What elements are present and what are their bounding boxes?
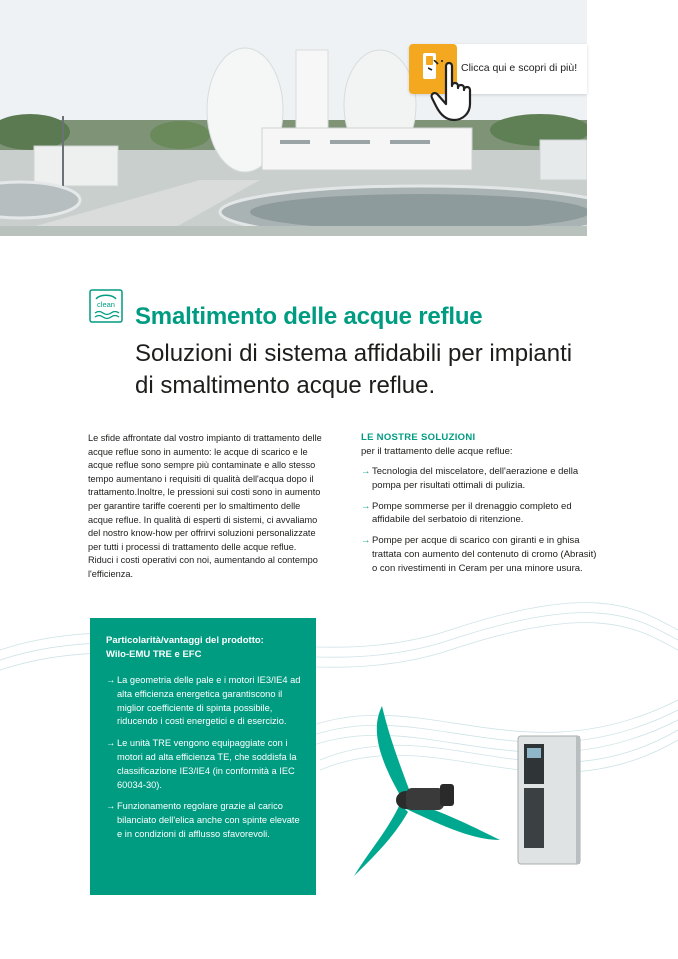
- list-item: → Le unità TRE vengono equipaggiate con i motori ad alta efficienza TE, che soddisfa la classificazione IE3/IE4 (in conformità a IEC 60034-30).: [106, 738, 297, 790]
- mixer-propeller-image: [354, 706, 500, 876]
- frequency-converter-image: [518, 736, 580, 864]
- list-item: → La geometria delle pale e i motori IE3/IE4 ad alta efficienza energetica garantiscono il miglior coefficiente di spinta possibile, riducendo i costi energetici e di esercizio.: [106, 675, 301, 727]
- product-advantages-list: [106, 674, 306, 850]
- product-advantages-box: [90, 618, 316, 895]
- product-box-title: Particolarità/vantaggi del prodotto: Wilo-EMU TRE e EFC: [106, 635, 264, 660]
- arrow-icon: →: [361, 535, 371, 547]
- list-item: → Funzionamento regolare grazie al carico bilanciato dell'elica anche con spinte elevate e in condizioni di afflusso sfavorevoli.: [106, 801, 300, 839]
- arrow-icon: →: [361, 500, 371, 512]
- solutions-heading: LE NOSTRE SOLUZIONI: [361, 432, 476, 443]
- wastewater-plant-illustration: [0, 0, 587, 236]
- solutions-subheading: per il trattamento delle acque reflue:: [361, 446, 513, 457]
- svg-text:clean: clean: [97, 300, 115, 309]
- list-item: → Pompe per acque di scarico con giranti e in ghisa trattata con aumento del contenuto di cromo (Abrasit) o con rivestimenti in Ceram per una minore usura.: [361, 535, 597, 574]
- product-illustration: [340, 700, 590, 880]
- intro-paragraph: Le sfide affrontate dal vostro impianto di trattamento delle acque reflue sono in aumento: le acque di scarico e le acque reflue sono sempre più contaminate e allo stesso tempo aumentano i requisiti di qualità dell'acqua dopo il trattamento.Inoltre, le pressioni sui costi sono in aumento per garantire tariffe coerenti per lo smaltimento delle acque reflue. In qualità di esperti di sistemi, ci avvaliamo del nostro know-how per offrirvi soluzioni personalizzate per tutti i processi di trattamento delle acque reflue. Riduci i costi operativi con noi, aumentando al contempo l'efficienza.: [88, 433, 322, 579]
- section-subtitle: Soluzioni di sistema affidabili per impianti di smaltimento acque reflue.: [135, 340, 573, 399]
- hero-image: [0, 0, 587, 236]
- arrow-icon: →: [106, 738, 116, 749]
- arrow-icon: →: [106, 801, 116, 812]
- arrow-icon: →: [361, 466, 371, 477]
- cta-label[interactable]: Clicca qui e scopri di più!: [461, 62, 578, 74]
- hand-pointer-icon: [428, 60, 490, 124]
- list-item: → Pompe sommerse per il drenaggio completo ed affidabile del serbatoio di ritenzione.: [361, 500, 572, 526]
- list-item: → Tecnologia del miscelatore, dell'aerazione e della pompa per risultati ottimali di pulizia.: [361, 466, 579, 491]
- solutions-list: [361, 465, 601, 583]
- clean-water-icon: [89, 289, 123, 323]
- arrow-icon: →: [106, 675, 116, 685]
- section-title: Smaltimento delle acque reflue: [135, 303, 483, 330]
